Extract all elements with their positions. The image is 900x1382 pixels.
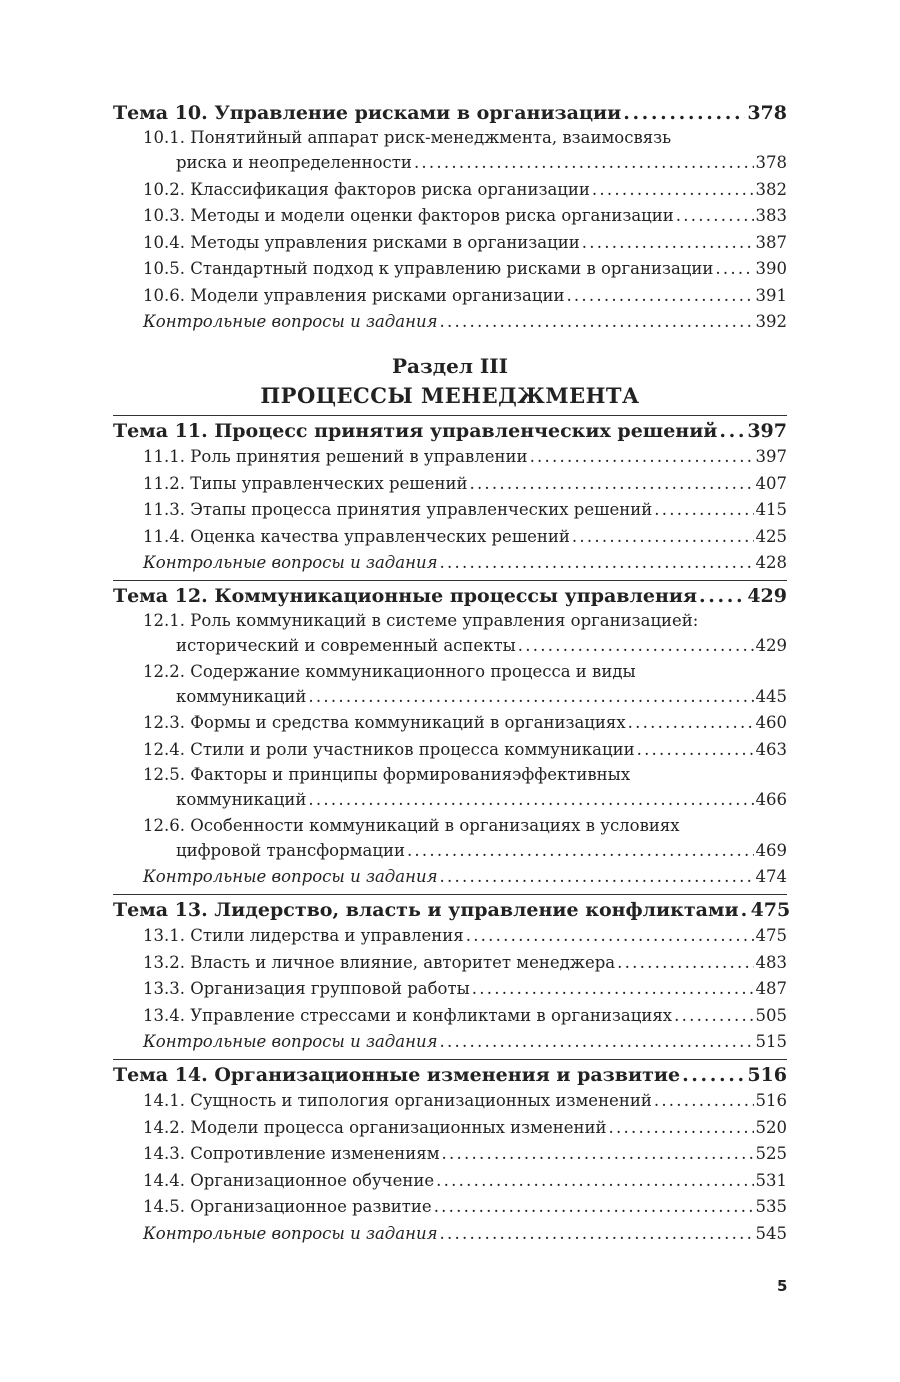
toc-control-questions-13[interactable] [113, 1029, 787, 1055]
table-of-contents [113, 100, 791, 1247]
item-title: 14.3. Сопротивление изменениям [143, 1144, 440, 1163]
item-title: 14.4. Организационное обучение [143, 1170, 435, 1190]
dot-leader [440, 864, 754, 890]
item-title: 11.4. Оценка качества управленческих решений [143, 526, 570, 546]
topic-title: Тема 14. Организационные изменения и развитие [113, 1064, 681, 1086]
topic-page: 475 [750, 899, 791, 921]
item-page: 487 [755, 979, 787, 998]
item-title: исторический и современный аспекты [176, 636, 516, 655]
item-page: 483 [755, 952, 787, 972]
toc-item-12-5[interactable] [113, 763, 787, 787]
dot-leader [440, 309, 754, 335]
toc-item-13-3[interactable] [113, 976, 787, 1003]
item-title: 10.3. Методы и модели оценки факторов риска организации [143, 206, 674, 225]
toc-item-14-5[interactable] [113, 1194, 787, 1221]
toc-topic-11[interactable] [113, 418, 787, 444]
toc-topic-12[interactable] [113, 583, 787, 609]
item-title: Контрольные вопросы и задания [143, 553, 438, 572]
page-number: 5 [777, 1277, 788, 1295]
dot-leader [674, 1003, 753, 1030]
dot-leader [530, 444, 754, 471]
divider [113, 1059, 787, 1060]
topic-title: Тема 10. Управление рисками в организации [113, 102, 622, 124]
topic-page: 516 [747, 1064, 787, 1086]
dot-leader [407, 838, 754, 865]
toc-item-13-1[interactable] [113, 923, 787, 950]
divider [113, 894, 787, 895]
item-page: 391 [755, 285, 787, 305]
toc-item-12-3[interactable] [113, 710, 787, 737]
item-title: Контрольные вопросы и задания [143, 867, 438, 886]
dot-leader [637, 737, 754, 764]
dot-leader [715, 256, 753, 283]
dot-leader [440, 1029, 754, 1055]
item-page: 390 [755, 259, 787, 278]
toc-item-11-2[interactable] [113, 471, 787, 498]
item-title: 10.2. Классификация факторов риска организации [143, 179, 590, 199]
item-title: 12.5. Факторы и принципы формированияэффективных [143, 765, 631, 784]
dot-leader [436, 1168, 753, 1195]
topic-page: 429 [747, 585, 787, 607]
dot-leader [440, 550, 754, 576]
topic-title: Тема 13. Лидерство, власть и управление конфликтами [113, 899, 739, 921]
toc-item-12-6-cont[interactable] [113, 838, 787, 865]
section-title: ПРОЦЕССЫ МЕНЕДЖМЕНТА [260, 383, 640, 408]
item-title: 10.6. Модели управления рисками организации [143, 285, 565, 305]
item-page: 520 [755, 1117, 787, 1137]
dot-leader [628, 710, 754, 737]
item-title: 12.4. Стили и роли участников процесса коммуникации [143, 739, 635, 759]
dot-leader [682, 1062, 745, 1088]
topic-page: 378 [747, 102, 787, 124]
dot-leader [466, 923, 754, 950]
item-title: 11.2. Типы управленческих решений [143, 473, 468, 493]
item-title: 12.1. Роль коммуникаций в системе управления организацией: [143, 611, 699, 630]
item-page: 515 [755, 1032, 787, 1051]
toc-item-12-2-cont[interactable] [113, 684, 787, 711]
item-page: 474 [755, 867, 787, 886]
item-title: 14.5. Организационное развитие [143, 1197, 432, 1216]
divider [113, 415, 787, 416]
dot-leader [308, 787, 753, 814]
item-title: 12.6. Особенности коммуникаций в организациях в условиях [143, 815, 680, 835]
section-label: Раздел III [392, 354, 508, 378]
item-title: Контрольные вопросы и задания [143, 1223, 438, 1243]
dot-leader [592, 177, 754, 204]
item-title: 12.3. Формы и средства коммуникаций в организациях [143, 713, 626, 732]
dot-leader [719, 418, 745, 444]
toc-topic-13[interactable] [113, 897, 791, 923]
item-title: цифровой трансформации [176, 840, 405, 860]
dot-leader [654, 497, 753, 524]
item-title: коммуникаций [176, 790, 307, 809]
item-page: 425 [755, 526, 787, 546]
item-title: Контрольные вопросы и задания [143, 312, 438, 331]
item-page: 392 [755, 312, 787, 331]
toc-item-10-2[interactable] [113, 177, 787, 204]
toc-item-14-1[interactable] [113, 1088, 787, 1115]
toc-topic-14[interactable] [113, 1062, 787, 1088]
item-title: 13.2. Власть и личное влияние, авторитет менеджера [143, 952, 616, 972]
item-page: 387 [755, 232, 787, 252]
item-page: 505 [755, 1005, 787, 1025]
toc-item-13-4[interactable] [113, 1003, 787, 1030]
dot-leader [617, 950, 753, 977]
toc-item-10-3[interactable] [113, 203, 787, 230]
topic-page: 397 [747, 420, 787, 442]
item-page: 466 [755, 790, 787, 809]
item-page: 378 [755, 153, 787, 172]
toc-control-questions-10[interactable] [113, 309, 787, 335]
dot-leader [434, 1194, 754, 1221]
item-title: 11.1. Роль принятия решений в управлении [143, 447, 528, 466]
dot-leader [654, 1088, 754, 1115]
item-title: 10.1. Понятийный аппарат риск-менеджмента, взаимосвязь [143, 128, 672, 147]
toc-item-12-4[interactable] [113, 737, 787, 764]
toc-topic-10[interactable] [113, 100, 787, 126]
divider [113, 580, 787, 581]
dot-leader [308, 684, 753, 711]
item-page: 469 [755, 840, 787, 860]
toc-item-10-1[interactable] [113, 126, 787, 150]
toc-control-questions-14[interactable] [113, 1221, 787, 1247]
item-title: 14.2. Модели процесса организационных изменений [143, 1117, 607, 1137]
item-page: 535 [755, 1197, 787, 1216]
toc-item-10-4[interactable] [113, 230, 787, 257]
item-page: 531 [755, 1170, 787, 1190]
item-page: 445 [755, 686, 787, 706]
toc-item-11-3[interactable] [113, 497, 787, 524]
item-page: 407 [755, 473, 787, 493]
dot-leader [582, 230, 754, 257]
dot-leader [609, 1115, 754, 1142]
toc-item-12-6[interactable] [113, 814, 787, 838]
item-title: 14.1. Сущность и типология организационных изменений [143, 1091, 652, 1110]
item-page: 525 [755, 1144, 787, 1163]
dot-leader [676, 203, 754, 230]
dot-leader [699, 583, 745, 609]
item-title: 10.4. Методы управления рисками в организации [143, 232, 580, 252]
dot-leader [414, 150, 754, 177]
dot-leader [440, 1221, 754, 1247]
item-page: 429 [755, 636, 787, 655]
toc-item-10-1-cont[interactable] [113, 150, 787, 177]
toc-item-14-3[interactable] [113, 1141, 787, 1168]
toc-item-13-2[interactable] [113, 950, 787, 977]
dot-leader [741, 897, 749, 923]
item-title: 12.2. Содержание коммуникационного процесса и виды [143, 661, 636, 681]
item-title: 11.3. Этапы процесса принятия управленческих решений [143, 500, 653, 519]
item-page: 516 [755, 1091, 787, 1110]
dot-leader [566, 283, 753, 310]
dot-leader [572, 524, 754, 551]
item-title: 13.4. Управление стрессами и конфликтами в организациях [143, 1005, 673, 1025]
item-page: 475 [755, 926, 787, 945]
item-page: 545 [755, 1223, 787, 1243]
toc-item-12-1-cont[interactable] [113, 633, 787, 660]
item-title: риска и неопределенности [176, 153, 412, 172]
item-page: 415 [755, 500, 787, 519]
toc-item-12-2[interactable] [113, 660, 787, 684]
item-page: 463 [755, 739, 787, 759]
toc-item-10-5[interactable] [113, 256, 787, 283]
dot-leader [472, 976, 754, 1003]
item-title: Контрольные вопросы и задания [143, 1032, 438, 1051]
item-title: 10.5. Стандартный подход к управлению рисками в организации [143, 259, 714, 278]
toc-control-questions-12[interactable] [113, 864, 787, 890]
toc-item-10-6[interactable] [113, 283, 787, 310]
dot-leader [469, 471, 753, 498]
topic-title: Тема 12. Коммуникационные процессы управления [113, 585, 698, 607]
item-page: 428 [755, 553, 787, 572]
item-page: 460 [755, 713, 787, 732]
toc-item-14-4[interactable] [113, 1168, 787, 1195]
item-page: 382 [755, 179, 787, 199]
toc-item-11-1[interactable] [113, 444, 787, 471]
toc-item-14-2[interactable] [113, 1115, 787, 1142]
item-page: 397 [755, 447, 787, 466]
item-title: 13.1. Стили лидерства и управления [143, 926, 464, 945]
toc-item-12-1[interactable] [113, 609, 787, 633]
topic-title: Тема 11. Процесс принятия управленческих решений [113, 420, 718, 442]
dot-leader [623, 100, 745, 126]
item-page: 383 [755, 206, 787, 225]
dot-leader [518, 633, 754, 660]
item-title: коммуникаций [176, 686, 307, 706]
dot-leader [442, 1141, 754, 1168]
toc-control-questions-11[interactable] [113, 550, 787, 576]
toc-item-12-5-cont[interactable] [113, 787, 787, 814]
item-title: 13.3. Организация групповой работы [143, 979, 470, 998]
toc-item-11-4[interactable] [113, 524, 787, 551]
